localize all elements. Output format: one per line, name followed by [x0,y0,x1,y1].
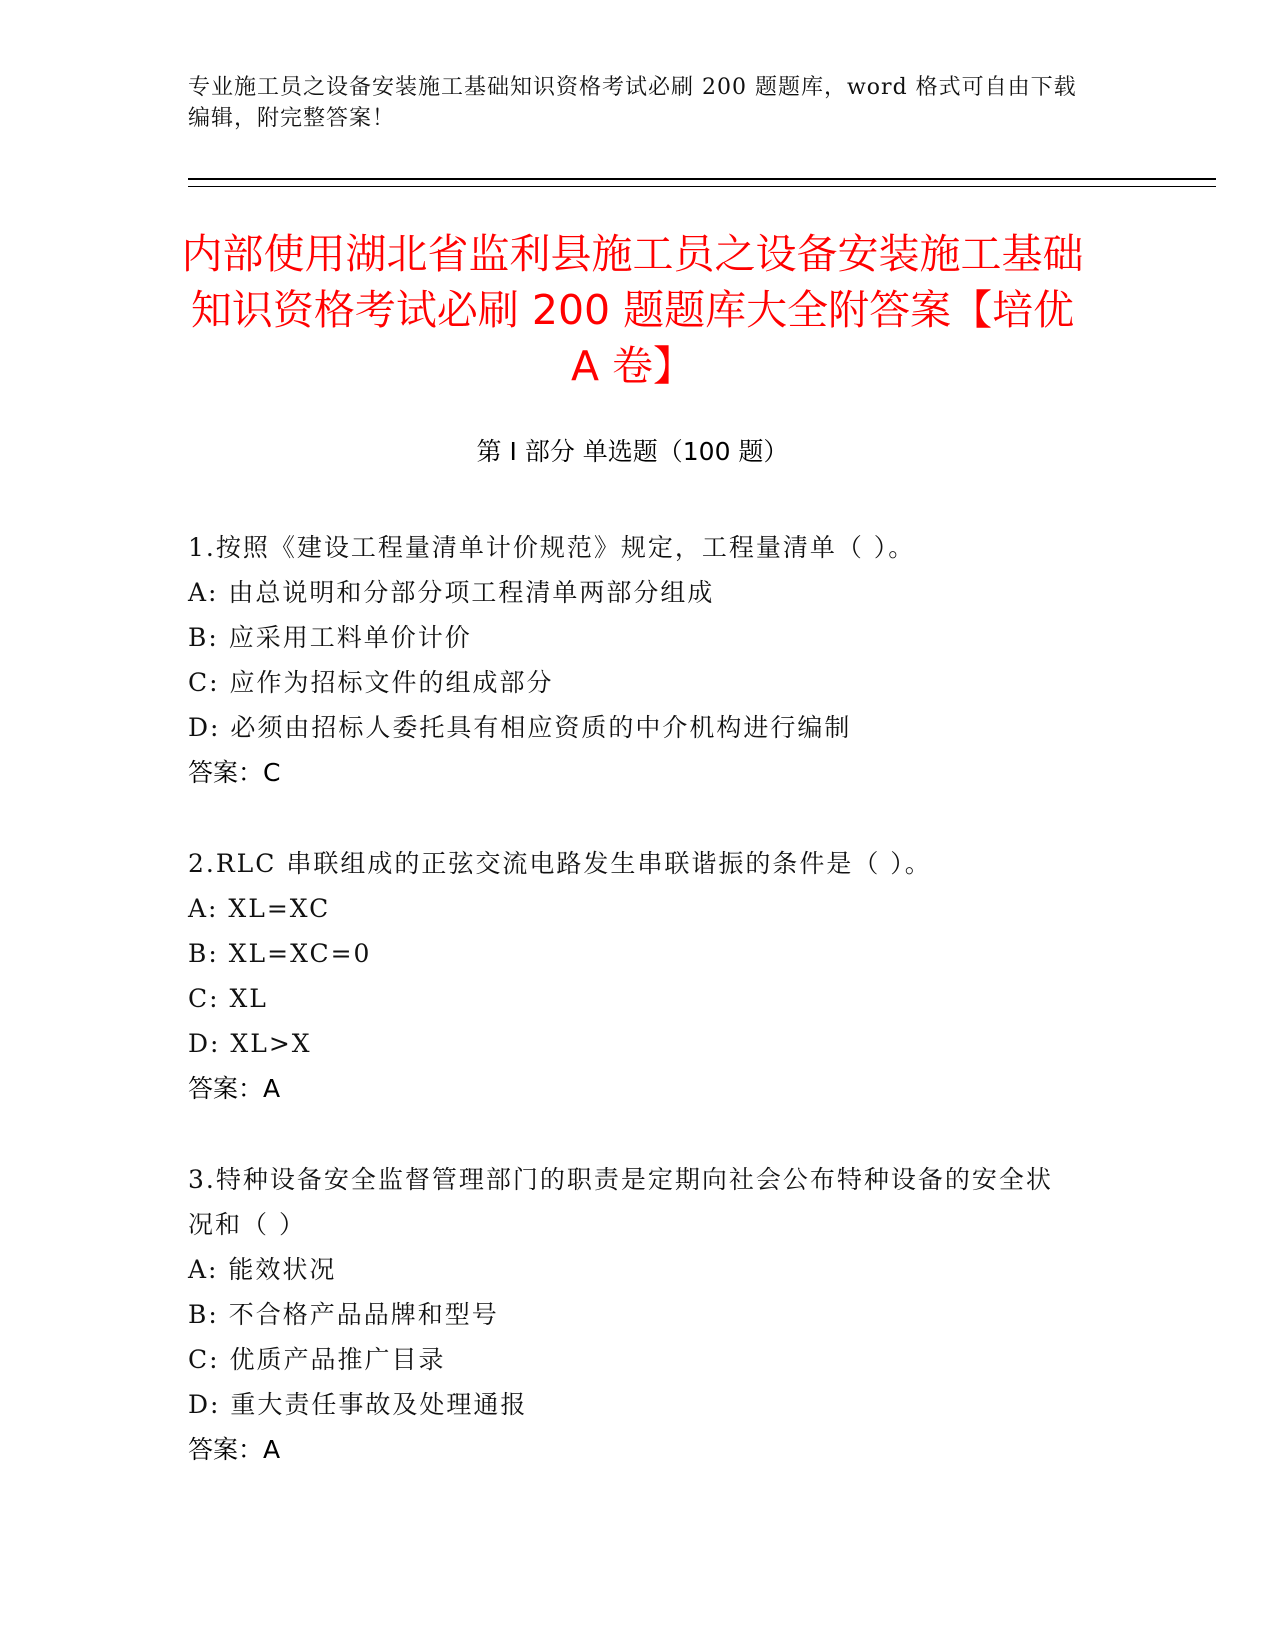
question-item [188,1157,1068,1472]
option-d: D: 重大责任事故及处理通报 [188,1390,528,1419]
option-d: D: 必须由招标人委托具有相应资质的中介机构进行编制 [188,713,852,742]
answer: 答案：A [188,1074,281,1103]
question-stem: 2.RLC 串联组成的正弦交流电路发生串联谐振的条件是（ ）。 [188,849,932,878]
option-a: A: 由总说明和分部分项工程清单两部分组成 [188,578,715,607]
option-c: C: 优质产品推广目录 [188,1345,446,1374]
question-item [188,525,1068,795]
question-stem: 3.特种设备安全监督管理部门的职责是定期向社会公布特种设备的安全状况和（ ） [188,1165,1053,1239]
document-title: 内部使用湖北省监利县施工员之设备安装施工基础知识资格考试必刷 200 题题库大全附答案【培优 A 卷】 [181,230,1084,390]
option-b: B: 不合格产品品牌和型号 [188,1300,499,1329]
header-note: 专业施工员之设备安装施工基础知识资格考试必刷 200 题题库，word 格式可自由下载编辑，附完整答案！ [188,75,1077,131]
option-d: D: XL>X [188,1029,312,1058]
header-rule-thin [188,186,1216,187]
option-a: A: 能效状况 [188,1255,337,1284]
option-b: B: 应采用工料单价计价 [188,623,472,652]
answer: 答案：C [188,758,281,787]
question-item [188,841,1068,1111]
question-list [188,525,1068,1518]
question-stem: 1.按照《建设工程量清单计价规范》规定，工程量清单（ ）。 [188,533,916,562]
option-a: A: XL=XC [188,894,331,923]
option-c: C: 应作为招标文件的组成部分 [188,668,554,697]
option-b: B: XL=XC=0 [188,939,372,968]
option-c: C: XL [188,984,268,1013]
answer: 答案：A [188,1435,281,1464]
header-rule-thick [188,178,1216,180]
section-title: 第 I 部分 单选题（100 题） [476,437,789,466]
